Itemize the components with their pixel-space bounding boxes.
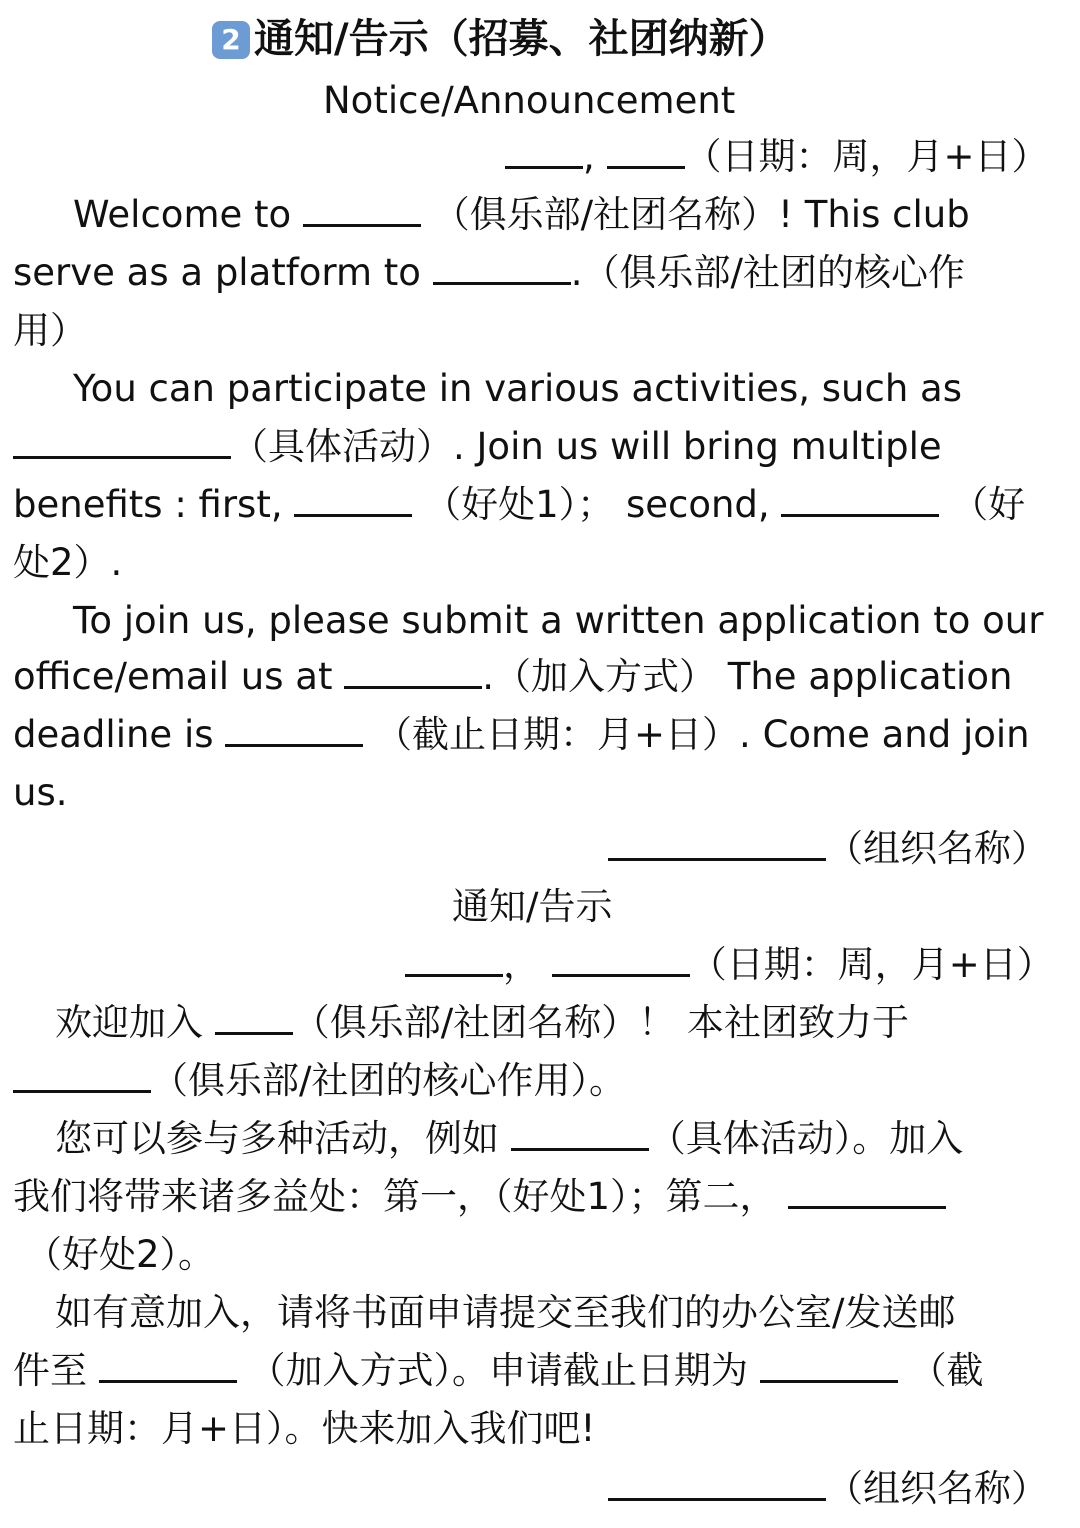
text: （组织名称） (826, 827, 1048, 870)
text: （俱乐部/社团名称）！ 本社团致力于 (292, 1001, 909, 1044)
date-blank[interactable] (405, 946, 503, 977)
chinese-signature (608, 1466, 1048, 1512)
activities-blank[interactable] (13, 428, 231, 459)
deadline-blank[interactable] (225, 716, 363, 747)
text: 件至 (13, 1349, 87, 1392)
english-p3-line4: us. (13, 771, 68, 814)
benefit1-blank[interactable] (294, 486, 412, 517)
organization-blank[interactable] (608, 1470, 826, 1501)
text: （好 (951, 483, 1026, 526)
text: （截止日期：月+日）. Come and join (375, 713, 1030, 756)
english-p1-line3: 用） (13, 309, 87, 352)
number-badge: 2 (212, 21, 250, 59)
english-p2-line1: You can participate in various activities, such as (73, 367, 962, 410)
date-blank[interactable] (607, 138, 685, 169)
page-title (212, 16, 789, 62)
date-blank[interactable] (552, 946, 690, 977)
text: （具体活动）. Join us will bring multiple (231, 425, 942, 468)
text: office/email us at (13, 655, 333, 698)
english-p3-line2 (13, 654, 1012, 700)
date-blank[interactable] (505, 138, 583, 169)
english-p1-line1 (13, 192, 970, 238)
club-name-blank[interactable] (303, 196, 421, 227)
activities-blank[interactable] (511, 1120, 649, 1151)
chinese-p1-line1 (55, 1000, 909, 1046)
organization-blank[interactable] (608, 830, 826, 861)
english-p2-line3 (13, 482, 1025, 528)
english-p3-line1: To join us, please submit a written application to our (73, 599, 1044, 642)
text: 您可以参与多种活动，例如 (55, 1117, 499, 1160)
date-hint: （日期：周，月+日） (684, 135, 1049, 178)
english-signature (608, 826, 1048, 872)
chinese-p3-line1: 如有意加入，请将书面申请提交至我们的办公室/发送邮 (55, 1291, 956, 1334)
join-method-blank[interactable] (344, 658, 482, 689)
english-p1-line2 (13, 250, 965, 296)
text: deadline is (13, 713, 214, 756)
chinese-p1-line2 (13, 1058, 626, 1104)
deadline-blank[interactable] (760, 1352, 898, 1383)
date-hint: （日期：周，月+日） (689, 943, 1054, 986)
english-p2-line4: 处2）. (13, 541, 123, 584)
text: .（俱乐部/社团的核心作 (570, 251, 965, 294)
benefit2-blank[interactable] (788, 1178, 946, 1209)
date-separator: ， (503, 943, 540, 986)
chinese-p2-line1 (55, 1116, 963, 1162)
club-role-blank[interactable] (433, 254, 571, 285)
title-text: 通知/告示（招募、社团纳新） (254, 16, 789, 62)
english-date-line (505, 134, 1049, 180)
text: 我们将带来诸多益处：第一，（好处1）；第二， (13, 1175, 777, 1218)
date-separator: , (583, 135, 595, 178)
text: 欢迎加入 (55, 1001, 203, 1044)
text: （俱乐部/社团名称）! This club (432, 193, 970, 236)
benefit2-blank[interactable] (781, 486, 939, 517)
page-subtitle: Notice/Announcement (323, 79, 736, 122)
text: （好处1）； second, (424, 483, 770, 526)
chinese-title: 通知/告示 (452, 885, 613, 928)
text: （具体活动）。加入 (648, 1117, 964, 1160)
club-name-blank[interactable] (215, 1004, 293, 1035)
club-role-blank[interactable] (13, 1062, 151, 1093)
english-p3-line3 (13, 712, 1030, 758)
text: benefits : first, (13, 483, 283, 526)
chinese-p2-line3: （好处2）。 (25, 1233, 216, 1276)
text: （俱乐部/社团的核心作用）。 (151, 1059, 626, 1102)
chinese-p3-line3: 止日期：月+日）。快来加入我们吧! (13, 1407, 596, 1450)
text: serve as a platform to (13, 251, 421, 294)
join-method-blank[interactable] (99, 1352, 237, 1383)
english-p2-line2 (13, 424, 942, 470)
text: （加入方式）。申请截止日期为 (248, 1349, 749, 1392)
text: （截 (909, 1349, 984, 1392)
text: .（加入方式） The application (482, 655, 1013, 698)
text: （组织名称） (826, 1467, 1048, 1510)
chinese-p2-line2 (13, 1174, 946, 1220)
chinese-p3-line2 (13, 1348, 984, 1394)
text: Welcome to (73, 193, 292, 236)
chinese-date-line (405, 942, 1054, 988)
